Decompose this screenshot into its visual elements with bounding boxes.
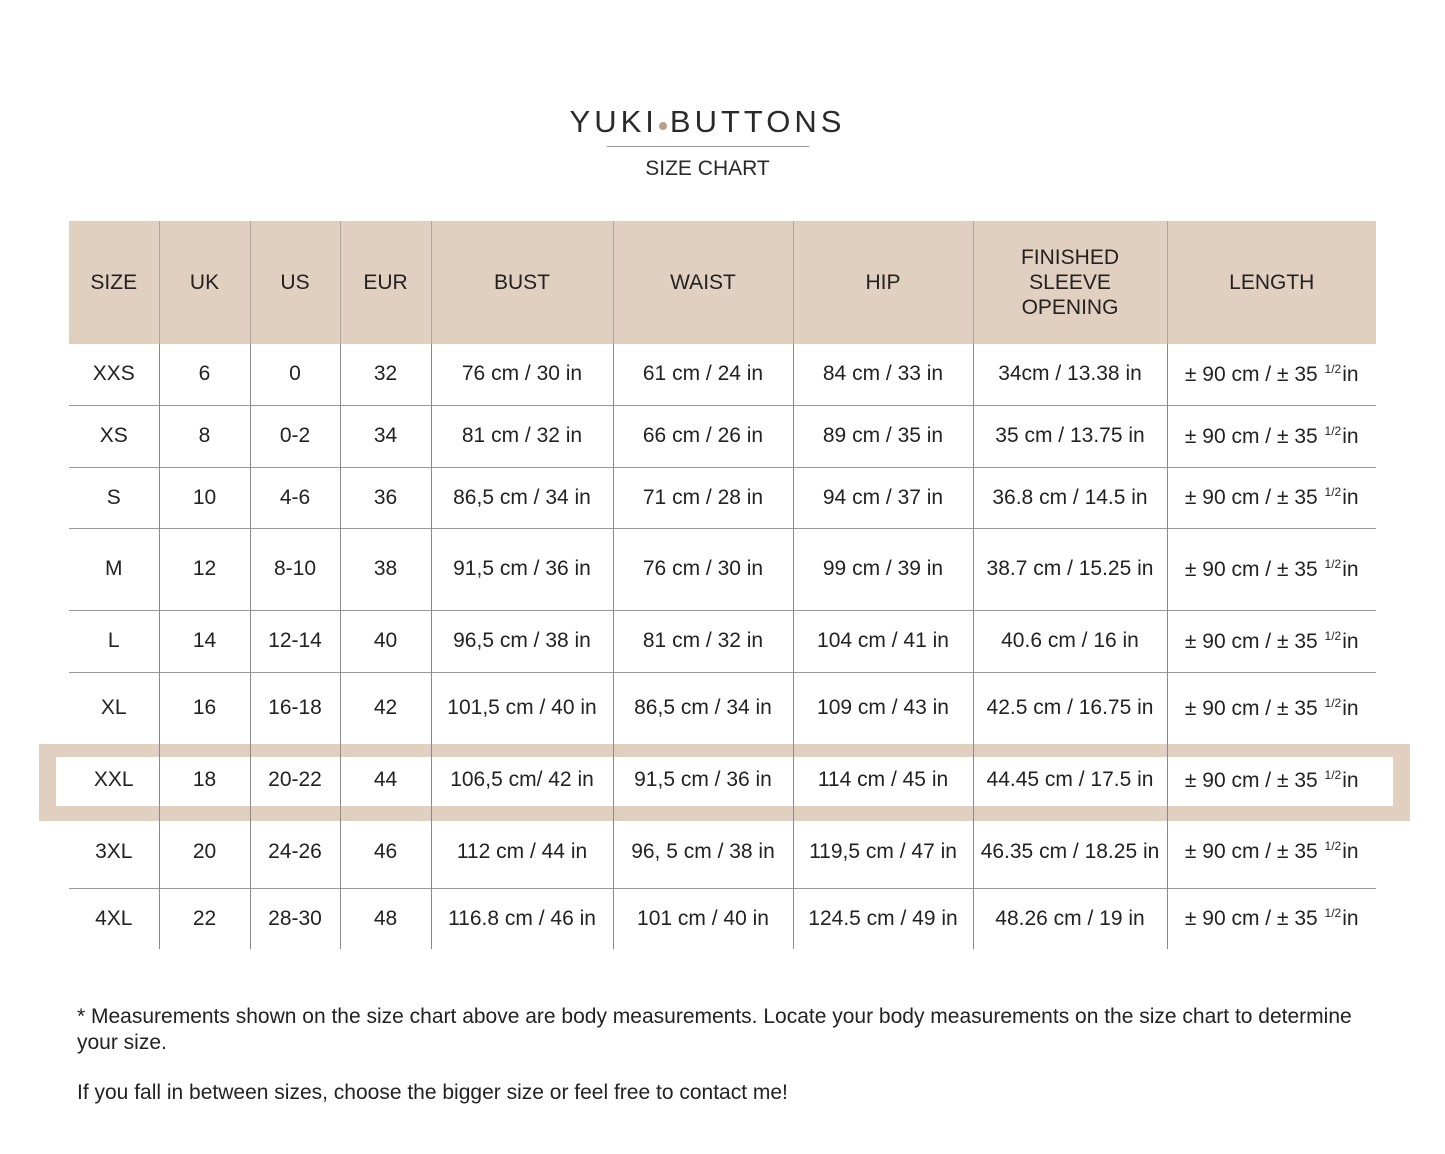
cell-uk: 22: [159, 888, 250, 949]
cell-waist: 66 cm / 26 in: [613, 405, 793, 467]
cell-us: 20-22: [250, 744, 340, 816]
table-body: [69, 344, 1376, 949]
column-header-eur: EUR: [340, 221, 431, 344]
table-row: [69, 888, 1376, 949]
cell-hip: 114 cm / 45 in: [793, 744, 973, 816]
length-fraction: 1/2: [1324, 485, 1342, 499]
cell-eur: 42: [340, 672, 431, 744]
length-fraction: 1/2: [1324, 767, 1342, 782]
length-value: ± 90 cm / ± 35: [1184, 486, 1318, 509]
table-row: [69, 405, 1376, 467]
brand-name-right: BUTTONS: [669, 104, 846, 139]
cell-length: [1167, 672, 1376, 744]
length-unit: in: [1342, 840, 1359, 864]
cell-us: 16-18: [250, 672, 340, 744]
table-header-row: [69, 221, 1376, 344]
cell-us: 12-14: [250, 610, 340, 672]
table-row: [69, 344, 1376, 405]
cell-us: 28-30: [250, 888, 340, 949]
cell-length: [1167, 344, 1376, 405]
length-fraction: 1/2: [1324, 695, 1342, 710]
cell-uk: 16: [159, 672, 250, 744]
cell-waist: 71 cm / 28 in: [613, 467, 793, 528]
cell-bust: 91,5 cm / 36 in: [431, 528, 613, 610]
cell-waist: 91,5 cm / 36 in: [613, 744, 793, 816]
brand-logo: [0, 104, 1415, 140]
length-value: ± 90 cm / ± 35: [1184, 424, 1318, 448]
length-unit: in: [1342, 424, 1359, 448]
table-row: [69, 672, 1376, 744]
cell-eur: 36: [340, 467, 431, 528]
column-header-hip: HIP: [793, 221, 973, 344]
table-row: [69, 467, 1376, 528]
length-unit: in: [1342, 907, 1359, 931]
cell-bust: 96,5 cm / 38 in: [431, 610, 613, 672]
length-fraction: 1/2: [1324, 361, 1342, 376]
table-row: [69, 610, 1376, 672]
length-fraction: 1/2: [1324, 628, 1342, 643]
cell-length: [1167, 610, 1376, 672]
cell-size: 4XL: [95, 906, 133, 930]
brand-dot-icon: [659, 122, 667, 130]
table-row: [69, 528, 1376, 610]
brand-divider: [607, 146, 809, 147]
table-row: [69, 816, 1376, 888]
length-fraction: 1/2: [1324, 423, 1342, 438]
column-header-uk: UK: [159, 221, 250, 344]
cell-sleeve-opening: 36.8 cm / 14.5 in: [973, 467, 1167, 528]
column-header-sleeve-opening: FINISHED SLEEVE OPENING: [973, 221, 1167, 344]
length-fraction: 1/2: [1324, 839, 1342, 854]
cell-hip: 99 cm / 39 in: [793, 528, 973, 610]
cell-size: S: [106, 485, 121, 509]
cell-uk: 8: [159, 405, 250, 467]
length-unit: in: [1342, 629, 1359, 653]
cell-bust: 116.8 cm / 46 in: [431, 888, 613, 949]
length-unit: in: [1342, 486, 1359, 509]
length-value: ± 90 cm / ± 35: [1184, 629, 1318, 653]
cell-size: XL: [100, 696, 127, 720]
length-fraction: 1/2: [1324, 906, 1342, 921]
cell-length: [1167, 816, 1376, 888]
cell-uk: 12: [159, 528, 250, 610]
cell-uk: 20: [159, 816, 250, 888]
cell-eur: 38: [340, 528, 431, 610]
cell-size: 3XL: [95, 839, 133, 863]
cell-sleeve-opening: 48.26 cm / 19 in: [973, 888, 1167, 949]
cell-length: [1167, 744, 1376, 816]
cell-size: XS: [99, 424, 128, 447]
table-row: [69, 744, 1376, 816]
cell-us: 24-26: [250, 816, 340, 888]
cell-waist: 76 cm / 30 in: [613, 528, 793, 610]
cell-sleeve-opening: 44.45 cm / 17.5 in: [973, 744, 1167, 816]
cell-us: 0-2: [250, 405, 340, 467]
length-unit: in: [1342, 362, 1359, 386]
cell-sleeve-opening: 40.6 cm / 16 in: [973, 610, 1167, 672]
cell-us: 8-10: [250, 528, 340, 610]
length-value: ± 90 cm / ± 35: [1184, 362, 1318, 386]
cell-uk: 18: [159, 744, 250, 816]
cell-bust: 81 cm / 32 in: [431, 405, 613, 467]
cell-hip: 104 cm / 41 in: [793, 610, 973, 672]
cell-bust: 86,5 cm / 34 in: [431, 467, 613, 528]
cell-waist: 61 cm / 24 in: [613, 344, 793, 405]
cell-waist: 96, 5 cm / 38 in: [613, 816, 793, 888]
footnote-measurements: * Measurements shown on the size chart above are body measurements. Locate your body measurements on the size chart to determine your size.: [77, 1005, 1352, 1054]
cell-sleeve-opening: 35 cm / 13.75 in: [973, 405, 1167, 467]
cell-uk: 14: [159, 610, 250, 672]
column-header-us: US: [250, 221, 340, 344]
cell-eur: 32: [340, 344, 431, 405]
cell-sleeve-opening: 46.35 cm / 18.25 in: [973, 816, 1167, 888]
cell-hip: 94 cm / 37 in: [793, 467, 973, 528]
cell-size: XXS: [92, 362, 135, 386]
length-fraction: 1/2: [1324, 556, 1342, 571]
footnote: [77, 1004, 1387, 1106]
brand-name-left: YUKI: [569, 104, 658, 139]
cell-hip: 109 cm / 43 in: [793, 672, 973, 744]
cell-waist: 81 cm / 32 in: [613, 610, 793, 672]
size-chart-table: [69, 221, 1376, 949]
cell-bust: 101,5 cm / 40 in: [431, 672, 613, 744]
cell-length: [1167, 528, 1376, 610]
length-value: ± 90 cm / ± 35: [1184, 840, 1318, 864]
length-value: ± 90 cm / ± 35: [1184, 907, 1318, 931]
cell-waist: 86,5 cm / 34 in: [613, 672, 793, 744]
cell-bust: 76 cm / 30 in: [431, 344, 613, 405]
cell-length: [1167, 467, 1376, 528]
cell-eur: 44: [340, 744, 431, 816]
footnote-between-sizes: If you fall in between sizes, choose the bigger size or feel free to contact me!: [77, 1081, 788, 1104]
length-value: ± 90 cm / ± 35: [1184, 768, 1318, 792]
cell-hip: 89 cm / 35 in: [793, 405, 973, 467]
cell-length: [1167, 888, 1376, 949]
cell-bust: 106,5 cm/ 42 in: [431, 744, 613, 816]
cell-size: L: [107, 629, 120, 652]
cell-sleeve-opening: 42.5 cm / 16.75 in: [973, 672, 1167, 744]
cell-sleeve-opening: 34cm / 13.38 in: [973, 344, 1167, 405]
cell-size: XXL: [93, 768, 134, 791]
cell-hip: 84 cm / 33 in: [793, 344, 973, 405]
cell-size: M: [105, 557, 123, 580]
length-value: ± 90 cm / ± 35: [1184, 696, 1318, 720]
cell-eur: 40: [340, 610, 431, 672]
cell-uk: 10: [159, 467, 250, 528]
length-unit: in: [1342, 557, 1359, 581]
cell-us: 0: [250, 344, 340, 405]
cell-us: 4-6: [250, 467, 340, 528]
cell-bust: 112 cm / 44 in: [431, 816, 613, 888]
page-title: SIZE CHART: [645, 157, 770, 180]
cell-eur: 46: [340, 816, 431, 888]
length-unit: in: [1342, 696, 1359, 720]
cell-hip: 119,5 cm / 47 in: [793, 816, 973, 888]
column-header-waist: WAIST: [613, 221, 793, 344]
cell-eur: 48: [340, 888, 431, 949]
column-header-length: LENGTH: [1167, 221, 1376, 344]
cell-hip: 124.5 cm / 49 in: [793, 888, 973, 949]
cell-length: [1167, 405, 1376, 467]
length-unit: in: [1342, 768, 1359, 792]
cell-waist: 101 cm / 40 in: [613, 888, 793, 949]
cell-sleeve-opening: 38.7 cm / 15.25 in: [973, 528, 1167, 610]
cell-eur: 34: [340, 405, 431, 467]
column-header-size: SIZE: [69, 221, 159, 344]
column-header-bust: BUST: [431, 221, 613, 344]
cell-uk: 6: [159, 344, 250, 405]
length-value: ± 90 cm / ± 35: [1184, 557, 1318, 581]
